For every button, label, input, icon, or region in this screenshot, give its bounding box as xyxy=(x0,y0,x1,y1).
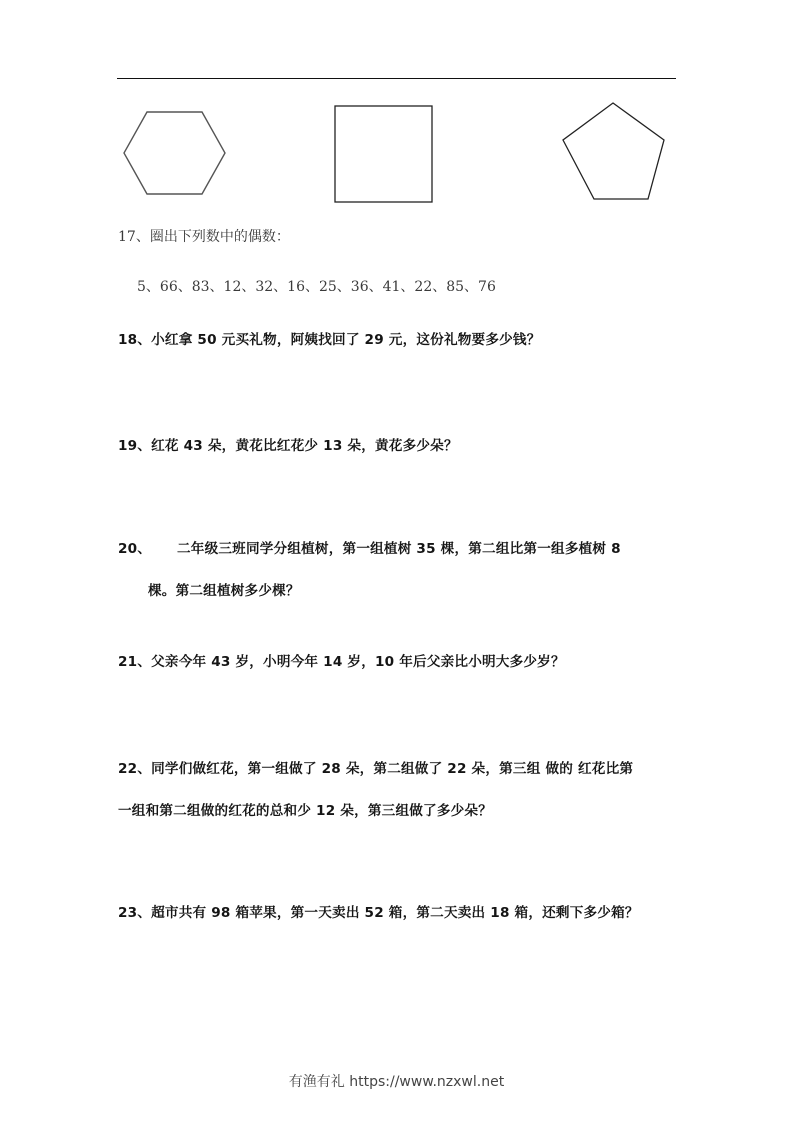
question-22-line1: 22、同学们做红花，第一组做了 28 朵，第二组做了 22 朵，第三组 做的 红花比第 xyxy=(118,761,634,777)
question-18: 18、小红拿 50 元买礼物，阿姨找回了 29 元，这份礼物要多少钱？ xyxy=(118,332,541,348)
question-20-line2: 棵。第二组植树多少棵？ xyxy=(148,583,300,599)
pentagon-shape xyxy=(559,100,669,203)
hexagon-shape xyxy=(120,108,230,198)
question-23: 23、超市共有 98 箱苹果，第一天卖出 52 箱，第二天卖出 18 箱，还剩下多少箱？ xyxy=(118,905,639,921)
question-20-line1: 二年级三班同学分组植树，第一组植树 35 棵，第二组比第一组多植树 8 xyxy=(177,541,621,557)
question-20-number: 20、 xyxy=(118,541,152,557)
header-rule xyxy=(117,78,676,79)
question-22-line2: 一组和第二组做的红花的总和少 12 朵，第三组做了多少朵？ xyxy=(118,803,493,819)
question-19: 19、红花 43 朵，黄花比红花少 13 朵，黄花多少朵？ xyxy=(118,438,458,454)
question-17-label: 17、圈出下列数中的偶数： xyxy=(118,229,290,245)
square-shape xyxy=(332,103,436,205)
question-17-numbers: 5、66、83、12、32、16、25、36、41、22、85、76 xyxy=(137,279,496,295)
footer-watermark: 有渔有礼 https://www.nzxwl.net xyxy=(288,1074,505,1090)
question-21: 21、父亲今年 43 岁，小明今年 14 岁，10 年后父亲比小明大多少岁？ xyxy=(118,654,565,670)
